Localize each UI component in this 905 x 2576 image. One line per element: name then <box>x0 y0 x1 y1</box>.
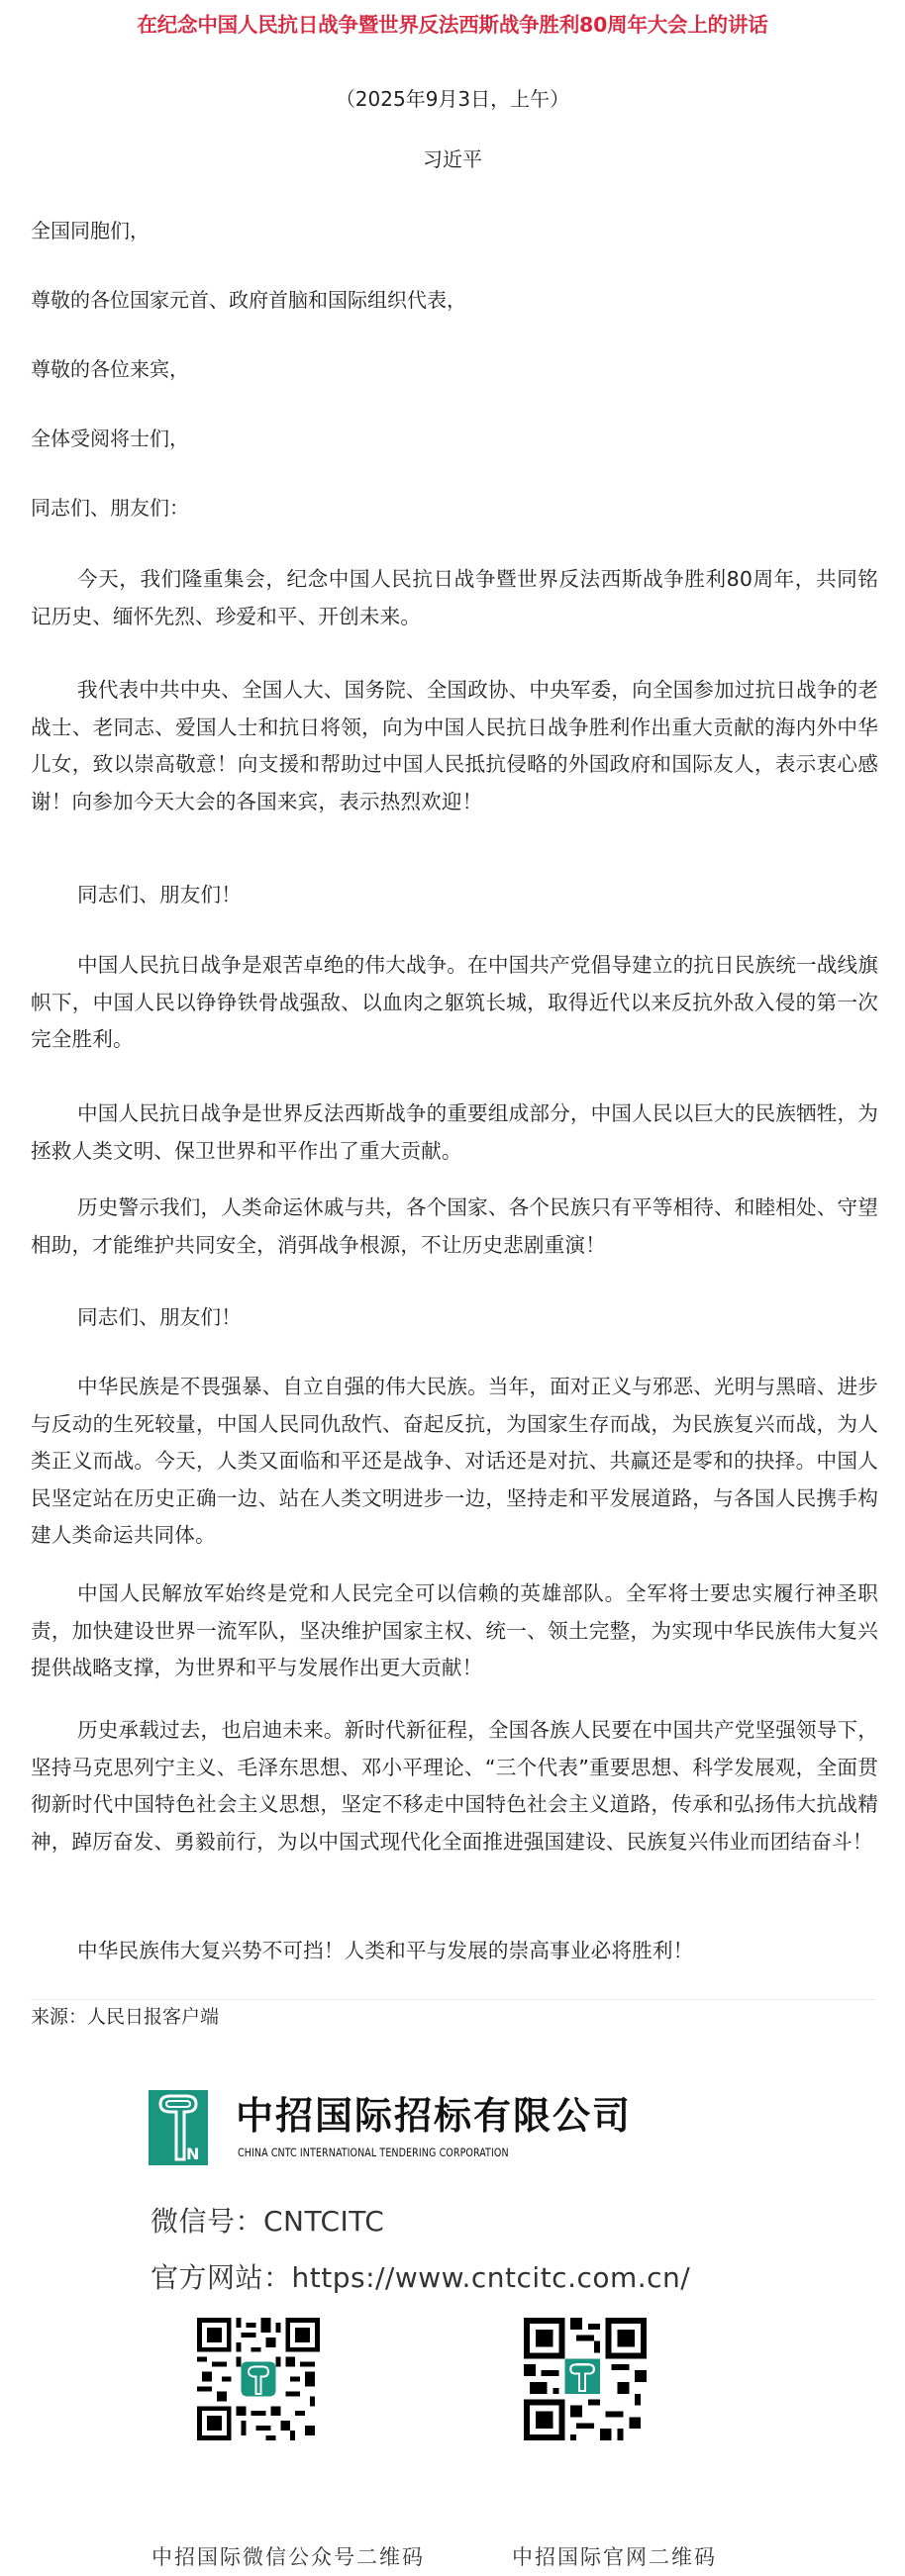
salutation: 全国同胞们， <box>31 219 150 242</box>
speech-author: 习近平 <box>423 147 482 171</box>
wechat-id: 微信号：CNTCITC <box>151 2205 385 2238</box>
paragraph: 同志们、朋友们！ <box>77 883 242 906</box>
paragraph: 今天，我们隆重集会，纪念中国人民抗日战争暨世界反法西斯战争胜利80周年，共同铭记历史、缅怀先烈、珍爱和平、开创未来。 <box>31 567 878 628</box>
paragraph: 历史警示我们，人类命运休戚与共，各个国家、各个民族只有平等相待、和睦相处、守望相助，才能维护共同安全，消弭战争根源，不让历史悲剧重演！ <box>31 1195 879 1257</box>
paragraph: 中华民族伟大复兴势不可挡！人类和平与发展的崇高事业必将胜利！ <box>77 1939 694 1962</box>
salutation: 全体受阅将士们， <box>31 427 189 450</box>
salutation: 尊敬的各位国家元首、政府首脑和国际组织代表， <box>31 288 466 312</box>
salutation: 尊敬的各位来宾， <box>31 357 189 381</box>
salutation: 同志们、朋友们： <box>31 496 189 520</box>
paragraph: 历史承载过去，也启迪未来。新时代新征程，全国各族人民要在中国共产党坚强领导下，坚持马克思列宁主义、毛泽东思想、邓小平理论、“三个代表”重要思想、科学发展观，全面贯彻新时代中国特色社会主义思想，坚定不移走中国特色社会主义道路，传承和弘扬伟大抗战精神，踔厉奋发、勇毅前行，为以中国式现代化全面推进强国建设、民族复兴伟业而团结奋斗！ <box>31 1718 879 1854</box>
paragraph: 中国人民抗日战争是艰苦卓绝的伟大战争。在中国共产党倡导建立的抗日民族统一战线旗帜下，中国人民以铮铮铁骨战强敌、以血肉之躯筑长城，取得近代以来反抗外敌入侵的第一次完全胜利。 <box>31 953 879 1051</box>
paragraph: 中华民族是不畏强暴、自立自强的伟大民族。当年，面对正义与邪恶、光明与黑暗、进步与反动的生死较量，中国人民同仇敌忾、奋起反抗，为国家生存而战，为民族复兴而战，为人类正义而战。今天，人类又面临和平还是战争、对话还是对抗、共赢还是零和的抉择。中国人民坚定站在历史正确一边、站在人类文明进步一边，坚持走和平发展道路，与各国人民携手构建人类命运共同体。 <box>31 1375 879 1547</box>
paragraph: 我代表中共中央、全国人大、国务院、全国政协、中央军委，向全国参加过抗日战争的老战士、老同志、爱国人士和抗日将领，向为中国人民抗日战争胜利作出重大贡献的海内外中华儿女，致以崇高敬意！向支援和帮助过中国人民抵抗侵略的外国政府和国际友人，表示衷心感谢！向参加今天大会的各国来宾，表示热烈欢迎！ <box>31 678 879 813</box>
speech-date: （2025年9月3日，上午） <box>335 87 570 111</box>
svg-text:N: N <box>186 2145 200 2163</box>
paragraph: 中国人民解放军始终是党和人民完全可以信赖的英雄部队。全军将士要忠实履行神圣职责，加快建设世界一流军队，坚决维护国家主权、统一、领土完整，为实现中华民族伟大复兴提供战略支撑，为世界和平与发展作出更大贡献！ <box>31 1581 878 1679</box>
website-link[interactable]: 官方网站：https://www.cntcitc.com.cn/ <box>151 2261 691 2294</box>
paragraph: 同志们、朋友们！ <box>77 1305 242 1329</box>
cntc-logo-icon <box>149 2090 208 2165</box>
company-name-en: CHINA CNTC INTERNATIONAL TENDERING CORPORATION <box>238 2146 509 2159</box>
article-title: 在纪念中国人民抗日战争暨世界反法西斯战争胜利80周年大会上的讲话 <box>137 13 768 37</box>
qr-code-icon <box>197 2318 320 2440</box>
qr-code-icon <box>524 2318 647 2440</box>
paragraph: 中国人民抗日战争是世界反法西斯战争的重要组成部分，中国人民以巨大的民族牺牲，为拯救人类文明、保卫世界和平作出了重大贡献。 <box>31 1101 879 1163</box>
source-line: 来源：人民日报客户端 <box>31 2006 220 2028</box>
qr-caption-wechat: 中招国际微信公众号二维码 <box>151 2545 425 2569</box>
qr-caption-website: 中招国际官网二维码 <box>512 2545 717 2569</box>
divider <box>31 1999 876 2000</box>
company-name-cn: 中招国际招标有限公司 <box>236 2094 633 2138</box>
